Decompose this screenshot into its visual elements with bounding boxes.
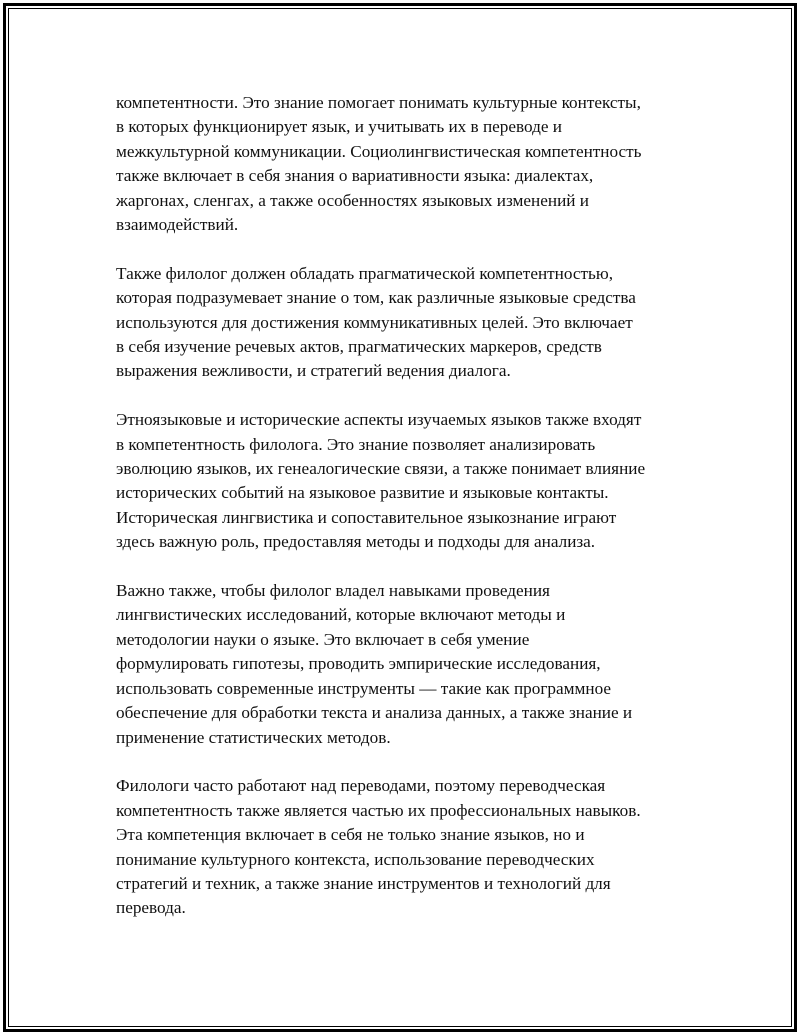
paragraph-5: Филологи часто работают над переводами, поэтому переводческая компетентность также является частью их профессиональных навыков. Эта компетенция включает в себя не только знание языков, но и понимание культурного контекста, использование переводческих стратегий и техник, а также знание инструментов и технологий для перевода.: [116, 776, 641, 918]
paragraph-3: Этноязыковые и исторические аспекты изучаемых языков также входят в компетентность филолога. Это знание позволяет анализировать эволюцию языков, их генеалогические связи, а также понимает влияние исторических событий на языковое развитие и языковые контакты. Историческая лингвистика и сопоставительное языкознание играют здесь важную роль, предоставляя методы и подходы для анализа.: [116, 410, 646, 552]
document-body: [116, 91, 696, 921]
paragraph-1: компетентности. Это знание помогает понимать культурные контексты, в которых функционирует язык, и учитывать их в переводе и межкультурной коммуникации. Социолингвистическая компетентность также включает в себя знания о вариативности языка: диалектах, жаргонах, сленгах, а также особенностях языковых изменений и взаимодействий.: [116, 93, 642, 235]
paragraph-2: Также филолог должен обладать прагматической компетентностью, которая подразумевает знание о том, как различные языковые средства используются для достижения коммуникативных целей. Это включает в себя изучение речевых актов, прагматических маркеров, средств выражения вежливости, и стратегий ведения диалога.: [116, 263, 636, 381]
paragraph-4: Важно также, чтобы филолог владел навыками проведения лингвистических исследований, которые включают методы и методологии науки о языке. Это включает в себя умение формулировать гипотезы, проводить эмпирические исследования, использовать современные инструменты — такие как программное обеспечение для обработки текста и анализа данных, а также знание и применение статистических методов.: [116, 581, 633, 747]
